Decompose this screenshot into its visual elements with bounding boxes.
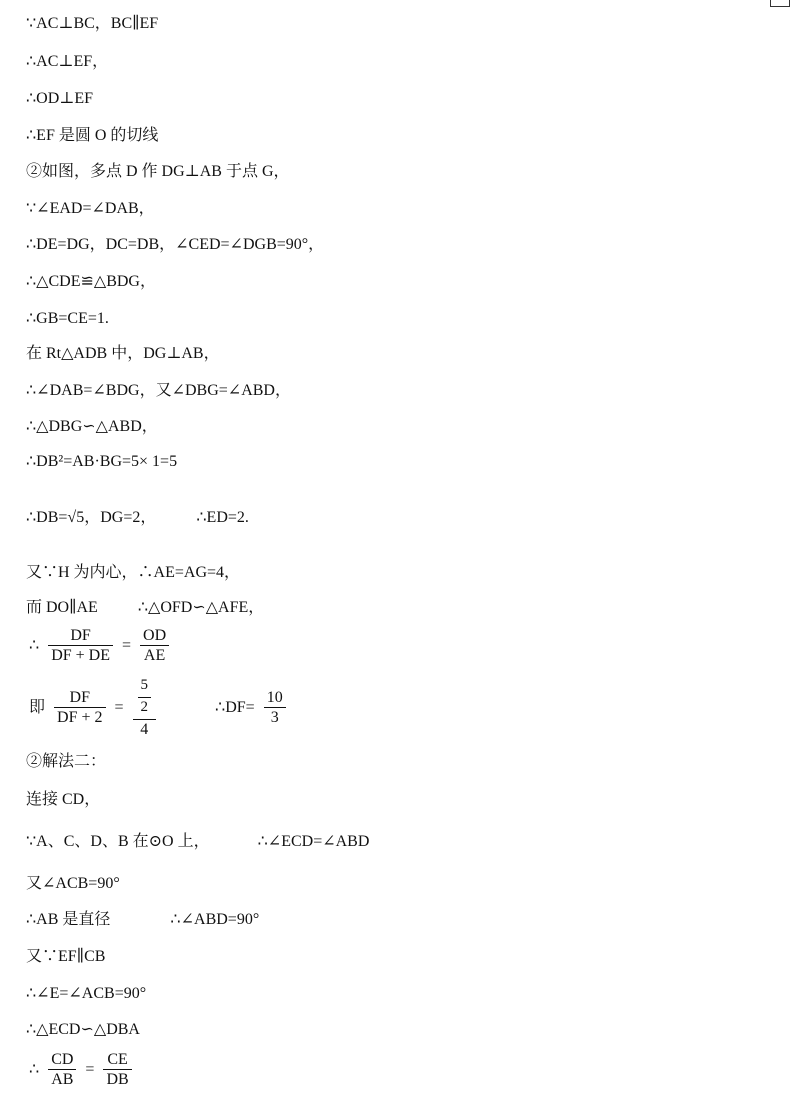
namely-label: 即 (29, 698, 46, 716)
text-line: ∴△DBG∽△ABD， (26, 418, 158, 435)
text-line: ②如图，多点 D 作 DG⊥AB 于点 G， (26, 163, 290, 180)
text-line: ∴DE=DG，DC=DB，∠CED=∠DGB=90°， (26, 236, 325, 253)
text-line: ∴EF 是圆 O 的切线 (26, 127, 159, 144)
text-line: ②解法二： (26, 753, 107, 770)
text-line: ∴△ECD∽△DBA (26, 1021, 140, 1038)
text-line: ∴DB²=AB·BG=5× 1=5 (26, 453, 178, 470)
text-line-row (26, 598, 264, 618)
inner-fraction (138, 676, 152, 717)
fraction (48, 626, 113, 665)
nested-fraction (133, 676, 157, 739)
text-segment: ∴DB=√5，DG=2， (26, 509, 157, 526)
text-line-row (26, 508, 249, 528)
page-corner-mark (770, 0, 790, 7)
fraction-numerator: 10 (264, 688, 286, 708)
text-segment: ∴ED=2. (196, 509, 249, 526)
text-line-row (26, 910, 259, 930)
fraction-numerator: CD (48, 1050, 76, 1070)
fraction-denominator: DF + 2 (57, 709, 103, 726)
fraction (264, 688, 286, 727)
fraction-numerator: DF (54, 688, 105, 708)
text-segment: ∴AB 是直径 (26, 911, 111, 928)
text-line-row (26, 832, 369, 852)
fraction-denominator: AB (51, 1071, 74, 1088)
text-segment: ∴∠ABD=90° (170, 911, 260, 928)
equals-sign: = (85, 1060, 95, 1078)
fraction (103, 1050, 131, 1089)
text-segment: ∴∠ECD=∠ABD (257, 833, 370, 850)
fraction-denominator: 4 (140, 721, 149, 738)
fraction-equation-1 (26, 626, 171, 665)
fraction-denominator: 2 (140, 699, 149, 715)
result-label: ∴DF= (215, 698, 255, 716)
text-line: ∵AC⊥BC，BC∥EF (26, 15, 159, 32)
fraction (140, 626, 169, 665)
equals-sign: = (114, 698, 124, 716)
text-segment: ∴△OFD∽△AFE， (137, 599, 265, 616)
text-line: ∴△CDE≌△BDG， (26, 273, 156, 290)
text-line: ∴∠E=∠ACB=90° (26, 985, 147, 1002)
fraction-numerator: OD (140, 626, 169, 646)
equals-sign: = (122, 636, 132, 654)
text-line: 又∵H 为内心，∴AE=AG=4， (26, 564, 241, 581)
text-line: ∴AC⊥EF， (26, 53, 109, 70)
text-segment: ∵A、C、D、B 在⊙O 上， (26, 833, 210, 850)
text-line: ∴OD⊥EF (26, 90, 94, 107)
fraction (54, 688, 105, 727)
text-line: 在 Rt△ADB 中，DG⊥AB， (26, 345, 220, 362)
fraction-numerator: DF (48, 626, 113, 646)
fraction-denominator: DB (106, 1071, 129, 1088)
fraction-numerator: CE (103, 1050, 131, 1070)
fraction-denominator: 3 (270, 709, 279, 726)
therefore-symbol: ∴ (29, 636, 40, 654)
therefore-symbol: ∴ (29, 1060, 40, 1078)
fraction (48, 1050, 76, 1089)
fraction-equation-3 (26, 1050, 134, 1089)
text-line: ∴∠DAB=∠BDG，又∠DBG=∠ABD， (26, 382, 291, 399)
text-segment: 而 DO∥AE (26, 599, 98, 616)
text-line: 又∠ACB=90° (26, 875, 120, 892)
text-line: 连接 CD， (26, 791, 101, 808)
fraction-denominator: DF + DE (51, 647, 110, 664)
fraction-numerator (133, 676, 157, 720)
text-line: 又∵EF∥CB (26, 948, 106, 965)
fraction-equation-2 (26, 676, 288, 739)
fraction-numerator: 5 (138, 676, 152, 698)
text-line: ∵∠EAD=∠DAB， (26, 200, 155, 217)
text-line: ∴GB=CE=1. (26, 310, 109, 327)
fraction-denominator: AE (143, 647, 166, 664)
